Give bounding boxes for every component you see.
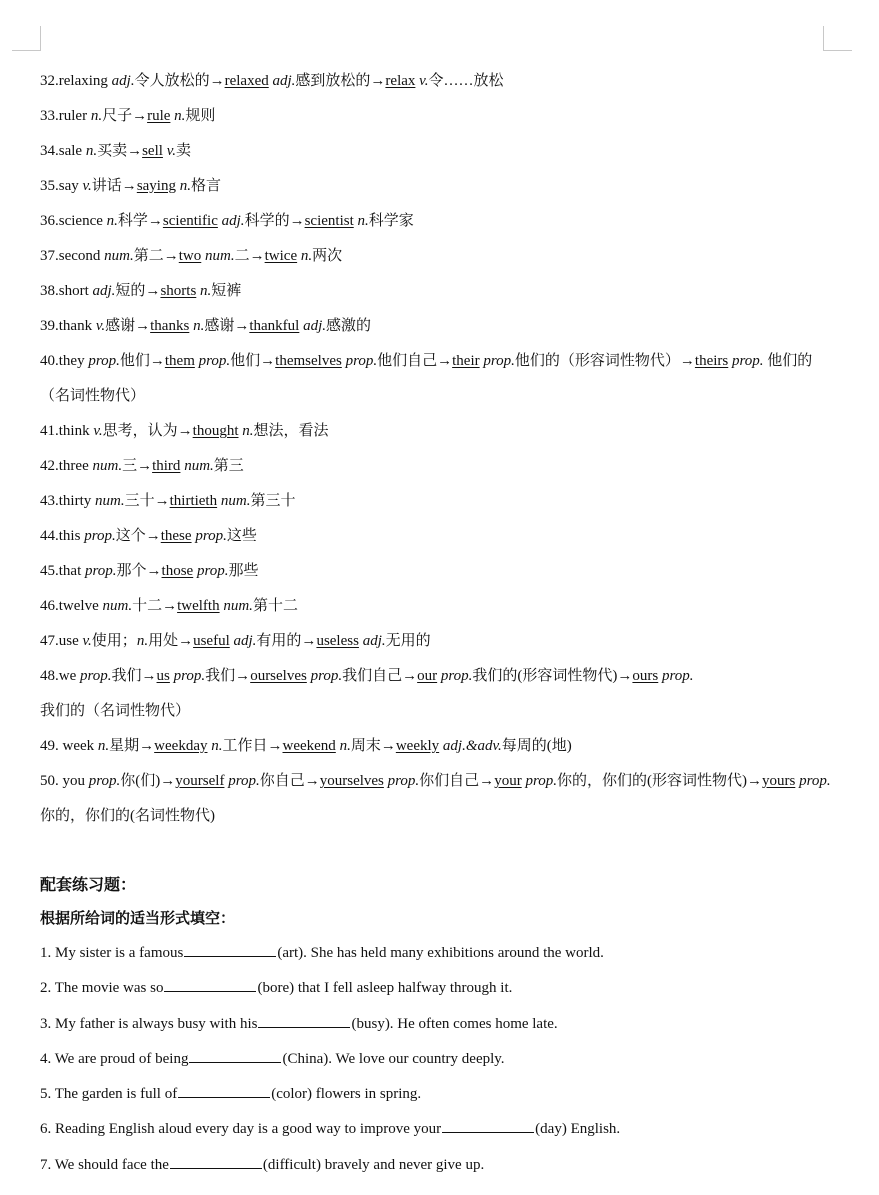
part-of-speech: n. <box>136 633 149 649</box>
vocab-entry-34 <box>40 134 840 169</box>
entry-text: 感到放松的→ <box>295 73 386 89</box>
entry-text: 我们自己→ <box>342 668 418 684</box>
part-of-speech: n. <box>242 423 254 439</box>
derived-word: yourselves <box>319 773 384 789</box>
part-of-speech: num. <box>184 458 214 474</box>
derived-word: those <box>161 563 194 579</box>
entry-text: 感谢→ <box>105 318 151 334</box>
entry-text: 38.short <box>40 283 93 299</box>
entry-text: 想法，看法 <box>253 423 329 439</box>
entry-text: 科学家 <box>368 213 414 229</box>
derived-word: theirs <box>694 353 729 369</box>
entry-text: 感谢→ <box>204 318 250 334</box>
derived-word: yours <box>761 773 796 789</box>
vocab-entry-39 <box>40 309 840 344</box>
derived-word: thought <box>192 423 239 439</box>
derived-word: weekday <box>154 738 208 754</box>
entry-text: 无用的 <box>385 633 431 649</box>
part-of-speech: n. <box>97 738 110 754</box>
entry-text: 卖 <box>175 143 191 159</box>
answer-blank[interactable] <box>184 944 276 957</box>
entry-text: 47.use <box>40 633 83 649</box>
answer-blank[interactable] <box>442 1120 534 1133</box>
part-of-speech: prop. <box>440 668 473 684</box>
vocab-entry-37 <box>40 239 840 274</box>
entry-text: 我们→ <box>205 668 251 684</box>
entry-text: 50. you <box>40 773 89 789</box>
entry-text: 他们的（名词性物代） <box>40 353 813 404</box>
entry-text: 十二→ <box>132 598 178 614</box>
question-4 <box>40 1042 840 1077</box>
part-of-speech: n. <box>174 108 186 124</box>
part-of-speech: v. <box>419 73 429 89</box>
part-of-speech: prop. <box>310 668 343 684</box>
derived-word: weekly <box>395 738 440 754</box>
question-text-after: (day) English. <box>535 1121 621 1138</box>
question-text-before: 2. The movie was so <box>40 980 164 997</box>
part-of-speech: prop. <box>525 773 557 789</box>
derived-word: ours <box>632 668 659 684</box>
question-text-before: 4. We are proud of being <box>40 1050 189 1067</box>
derived-word: useless <box>316 633 359 649</box>
entry-text: 两次 <box>312 248 343 264</box>
question-text-after: (bore) that I fell asleep halfway through it. <box>257 980 513 997</box>
derived-word: shorts <box>160 283 197 299</box>
entry-text: 他们自己→ <box>377 353 453 369</box>
derived-word: thirtieth <box>169 493 218 509</box>
entry-text: 周末→ <box>350 738 396 754</box>
part-of-speech: adj. <box>233 633 257 649</box>
part-of-speech: prop. <box>173 668 206 684</box>
vocab-entry-41 <box>40 414 840 449</box>
entry-text: 这些 <box>226 528 257 544</box>
question-text-before: 1. My sister is a famous <box>40 945 184 961</box>
entry-text: 第三 <box>213 458 244 474</box>
question-1 <box>40 936 840 971</box>
vocab-entry-45 <box>40 554 840 589</box>
part-of-speech: prop. <box>88 353 120 369</box>
entry-text: 你(们)→ <box>120 773 176 789</box>
question-text-after: (difficult) bravely and never give up. <box>262 1156 485 1173</box>
entry-text: 39.thank <box>40 318 96 334</box>
vocab-entry-50 <box>40 764 840 834</box>
entry-text: 34.sale <box>40 143 86 159</box>
vocab-entry-32 <box>40 64 840 99</box>
answer-blank[interactable] <box>170 1156 262 1169</box>
derived-word: our <box>417 668 438 684</box>
question-list <box>40 936 840 1183</box>
question-text-after: (busy). He often comes home late. <box>351 1015 558 1032</box>
part-of-speech: adj. <box>111 73 135 89</box>
part-of-speech: prop. <box>84 528 116 544</box>
entry-text: 46.twelve <box>40 598 103 614</box>
answer-blank[interactable] <box>164 979 256 992</box>
entry-text: 45.that <box>40 563 85 579</box>
part-of-speech: prop. <box>732 353 764 369</box>
part-of-speech: prop. <box>799 773 831 789</box>
entry-text: 规则 <box>185 108 216 124</box>
entry-text: 他们→ <box>119 353 165 369</box>
question-5 <box>40 1077 840 1112</box>
vocab-entry-47 <box>40 624 840 659</box>
entry-text: 短裤 <box>211 283 242 299</box>
entry-text: 44.this <box>40 528 85 544</box>
derived-word: useful <box>193 633 230 649</box>
vocab-entry-35 <box>40 169 840 204</box>
vocab-entry-38 <box>40 274 840 309</box>
part-of-speech: v. <box>82 633 92 649</box>
vocabulary-list <box>40 64 840 834</box>
entry-text: 第二→ <box>133 248 179 264</box>
entry-text: 49. week <box>40 738 98 754</box>
entry-text: 第三十 <box>250 493 296 509</box>
entry-text: 令……放松 <box>428 73 504 89</box>
entry-text: 40.they <box>40 353 89 369</box>
entry-text: 短的→ <box>115 283 161 299</box>
derived-word: twelfth <box>177 598 220 614</box>
vocab-entry-33 <box>40 99 840 134</box>
answer-blank[interactable] <box>189 1050 281 1063</box>
entry-text: 那些 <box>228 563 259 579</box>
entry-text: 用处→ <box>148 633 194 649</box>
entry-text: 感激的 <box>326 318 372 334</box>
part-of-speech: num. <box>220 493 251 509</box>
entry-text: 你们自己→ <box>419 773 495 789</box>
derived-word: us <box>156 668 170 684</box>
page-corner-mark-left <box>12 26 41 51</box>
vocab-entry-40 <box>40 344 840 414</box>
question-3 <box>40 1007 840 1042</box>
exercise-title: 配套练习题： <box>40 875 137 894</box>
part-of-speech: adj. <box>272 73 296 89</box>
vocab-entry-44 <box>40 519 840 554</box>
entry-text: 尺子→ <box>102 108 148 124</box>
derived-word: relaxed <box>224 73 269 89</box>
question-7 <box>40 1148 840 1183</box>
entry-text: 我们的（名词性物代） <box>40 703 191 719</box>
part-of-speech: n. <box>200 283 212 299</box>
derived-word: two <box>178 248 202 264</box>
entry-text: 令人放松的→ <box>134 73 225 89</box>
derived-word: rule <box>147 108 171 124</box>
derived-word: twice <box>264 248 298 264</box>
vocab-entry-43 <box>40 484 840 519</box>
entry-text: 42.three <box>40 458 93 474</box>
entry-text: 工作日→ <box>222 738 283 754</box>
part-of-speech: n. <box>193 318 205 334</box>
part-of-speech: n. <box>357 213 369 229</box>
entry-text: 我们→ <box>111 668 157 684</box>
part-of-speech: prop. <box>387 773 420 789</box>
question-text-after: (China). We love our country deeply. <box>282 1050 505 1067</box>
part-of-speech: n. <box>211 738 223 754</box>
part-of-speech: n. <box>300 248 313 264</box>
part-of-speech: prop. <box>88 773 121 789</box>
vocab-entry-49 <box>40 729 840 764</box>
part-of-speech: prop. <box>85 563 117 579</box>
derived-word: these <box>160 528 192 544</box>
derived-word: sell <box>142 143 163 159</box>
entry-text: 32.relaxing <box>40 73 112 89</box>
entry-text: 有用的→ <box>256 633 317 649</box>
part-of-speech: num. <box>205 248 235 264</box>
derived-word: yourself <box>175 773 225 789</box>
part-of-speech: v. <box>82 178 92 194</box>
page-corner-mark-right <box>823 26 852 51</box>
entry-text: 这个→ <box>115 528 161 544</box>
entry-text: 讲话→ <box>91 178 137 194</box>
part-of-speech: adj. <box>362 633 386 649</box>
part-of-speech: num. <box>95 493 125 509</box>
entry-text: 科学→ <box>117 213 163 229</box>
answer-blank[interactable] <box>178 1085 270 1098</box>
part-of-speech: prop. <box>198 353 231 369</box>
entry-text: 33.ruler <box>40 108 91 124</box>
part-of-speech: num. <box>102 598 133 614</box>
entry-text: 星期→ <box>109 738 155 754</box>
entry-text: 买卖→ <box>97 143 143 159</box>
question-text-after: (color) flowers in spring. <box>271 1086 422 1103</box>
entry-text: 思考，认为→ <box>102 423 193 439</box>
part-of-speech: adj. <box>303 318 326 334</box>
entry-text: 35.say <box>40 178 83 194</box>
derived-word: them <box>164 353 195 369</box>
part-of-speech: num. <box>92 458 123 474</box>
entry-text: 48.we <box>40 668 80 684</box>
part-of-speech: prop. <box>228 773 260 789</box>
derived-word: your <box>494 773 522 789</box>
derived-word: saying <box>136 178 176 194</box>
entry-text: 他们→ <box>230 353 276 369</box>
derived-word: weekend <box>282 738 336 754</box>
entry-text: 格言 <box>190 178 221 194</box>
part-of-speech: prop. <box>196 563 229 579</box>
answer-blank[interactable] <box>258 1015 350 1028</box>
part-of-speech: prop. <box>345 353 378 369</box>
derived-word: scientific <box>162 213 218 229</box>
derived-word: their <box>452 353 480 369</box>
derived-word: ourselves <box>250 668 307 684</box>
entry-text: 三十→ <box>124 493 170 509</box>
question-text-before: 6. Reading English aloud every day is a good way to improve your <box>40 1121 442 1138</box>
derived-word: themselves <box>275 353 342 369</box>
question-text-before: 3. My father is always busy with his <box>40 1015 258 1032</box>
entry-text: 那个→ <box>116 563 162 579</box>
exercise-instruction: 根据所给词的适当形式填空： <box>40 909 236 927</box>
derived-word: thanks <box>150 318 190 334</box>
exercise-section <box>40 868 840 1183</box>
part-of-speech: prop. <box>483 353 515 369</box>
entry-text: 你的，你们的(名词性物代) <box>40 808 215 824</box>
entry-text: 你自己→ <box>259 773 320 789</box>
part-of-speech: n. <box>90 108 103 124</box>
entry-text: 第十二 <box>252 598 298 614</box>
entry-text: 每周的(地) <box>501 738 572 754</box>
derived-word: relax <box>385 73 416 89</box>
entry-text: 37.second <box>40 248 105 264</box>
question-6 <box>40 1112 840 1147</box>
derived-word: scientist <box>304 213 354 229</box>
entry-text: 36.science <box>40 213 107 229</box>
part-of-speech: n. <box>339 738 351 754</box>
entry-text: 41.think <box>40 423 94 439</box>
entry-text: 科学的→ <box>244 213 305 229</box>
vocab-entry-42 <box>40 449 840 484</box>
entry-text: 使用； <box>91 633 137 649</box>
entry-text: 你的，你们的(形容词性物代)→ <box>556 773 762 789</box>
part-of-speech: prop. <box>195 528 227 544</box>
part-of-speech: v. <box>166 143 176 159</box>
vocab-entry-46 <box>40 589 840 624</box>
part-of-speech: v. <box>95 318 106 334</box>
part-of-speech: num. <box>223 598 253 614</box>
part-of-speech: n. <box>179 178 191 194</box>
part-of-speech: num. <box>104 248 134 264</box>
question-text-after: (art). She has held many exhibitions around the world. <box>277 945 604 961</box>
vocab-entry-36 <box>40 204 840 239</box>
entry-text: 我们的(形容词性物代)→ <box>472 668 633 684</box>
entry-text: 43.thirty <box>40 493 95 509</box>
question-2 <box>40 971 840 1006</box>
part-of-speech: v. <box>93 423 103 439</box>
derived-word: third <box>152 458 181 474</box>
question-text-before: 5. The garden is full of <box>40 1086 178 1103</box>
entry-text: 他们的（形容词性物代）→ <box>514 353 695 369</box>
part-of-speech: adj. <box>221 213 245 229</box>
derived-word: thankful <box>249 318 300 334</box>
vocab-entry-48 <box>40 659 840 729</box>
entry-text: 二→ <box>234 248 265 264</box>
entry-text: 三→ <box>122 458 153 474</box>
part-of-speech: adj. <box>92 283 116 299</box>
part-of-speech: n. <box>85 143 98 159</box>
part-of-speech: n. <box>106 213 118 229</box>
part-of-speech: prop. <box>80 668 112 684</box>
question-text-before: 7. We should face the <box>40 1156 169 1173</box>
part-of-speech: prop. <box>662 668 694 684</box>
part-of-speech: adj.&adv. <box>442 738 502 754</box>
